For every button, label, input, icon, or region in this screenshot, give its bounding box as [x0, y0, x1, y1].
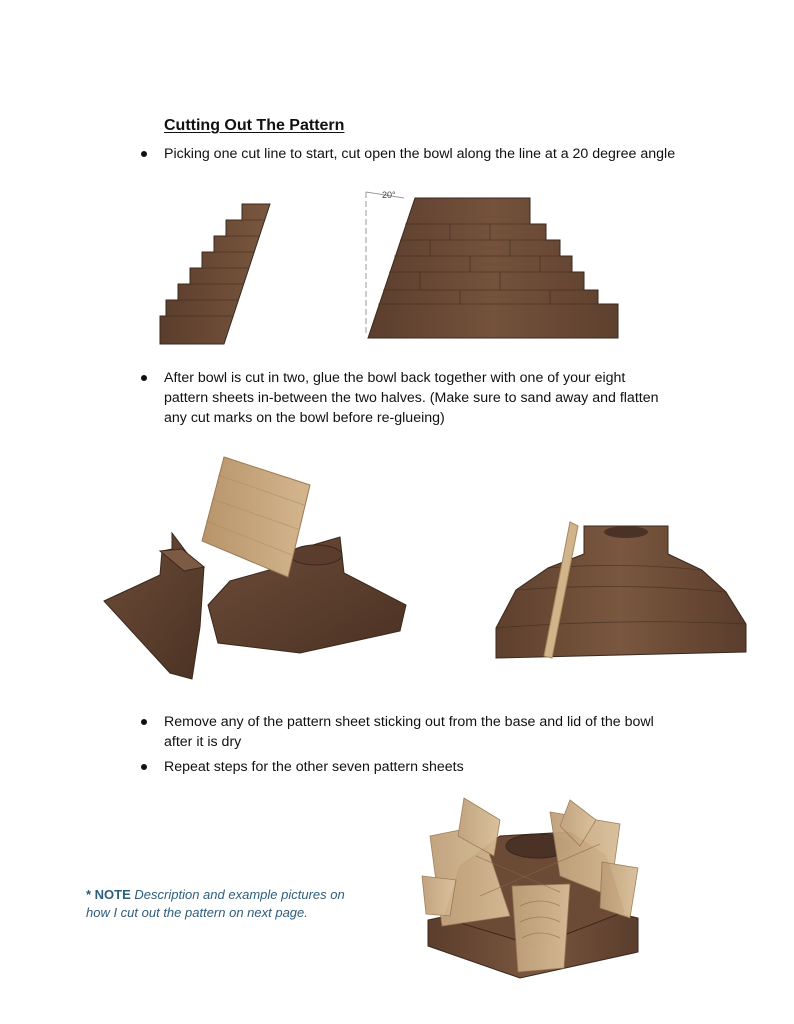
angle-label: 20°	[382, 190, 396, 200]
bullet-text-line-1: Remove any of the pattern sheet sticking out from the base and lid of the bowl	[164, 714, 654, 730]
note-prefix: * NOTE	[86, 887, 131, 902]
bullet-dot	[141, 719, 147, 725]
note-body-line-2: how I cut out the pattern on next page.	[86, 905, 308, 920]
bullet-text-line-3: any cut marks on the bowl before re-glueing)	[164, 410, 445, 426]
section-heading: Cutting Out The Pattern	[164, 117, 345, 134]
cut-section-illustration	[158, 200, 274, 346]
bullet-text-line-2: pattern sheets in-between the two halves. (Make sure to sand away and flatten	[164, 390, 659, 406]
note-body-line-1: Description and example pictures on	[134, 887, 345, 902]
bullet-text: Picking one cut line to start, cut open the bowl along the line at a 20 degree angle	[164, 146, 676, 162]
angled-cut-illustration	[360, 186, 624, 342]
bullet-dot	[141, 375, 147, 381]
bullet-text: Repeat steps for the other seven pattern sheets	[164, 759, 464, 775]
glued-bowl-illustration	[492, 518, 750, 662]
bullet-text-line-2: after it is dry	[164, 734, 242, 750]
bullet-text-line-1: After bowl is cut in two, glue the bowl back together with one of your eight	[164, 370, 626, 386]
note-text	[86, 886, 386, 922]
bullet-dot	[141, 151, 147, 157]
split-bowl-illustration	[100, 455, 412, 687]
bullet-dot	[141, 764, 147, 770]
finished-bowl-illustration	[420, 796, 646, 982]
